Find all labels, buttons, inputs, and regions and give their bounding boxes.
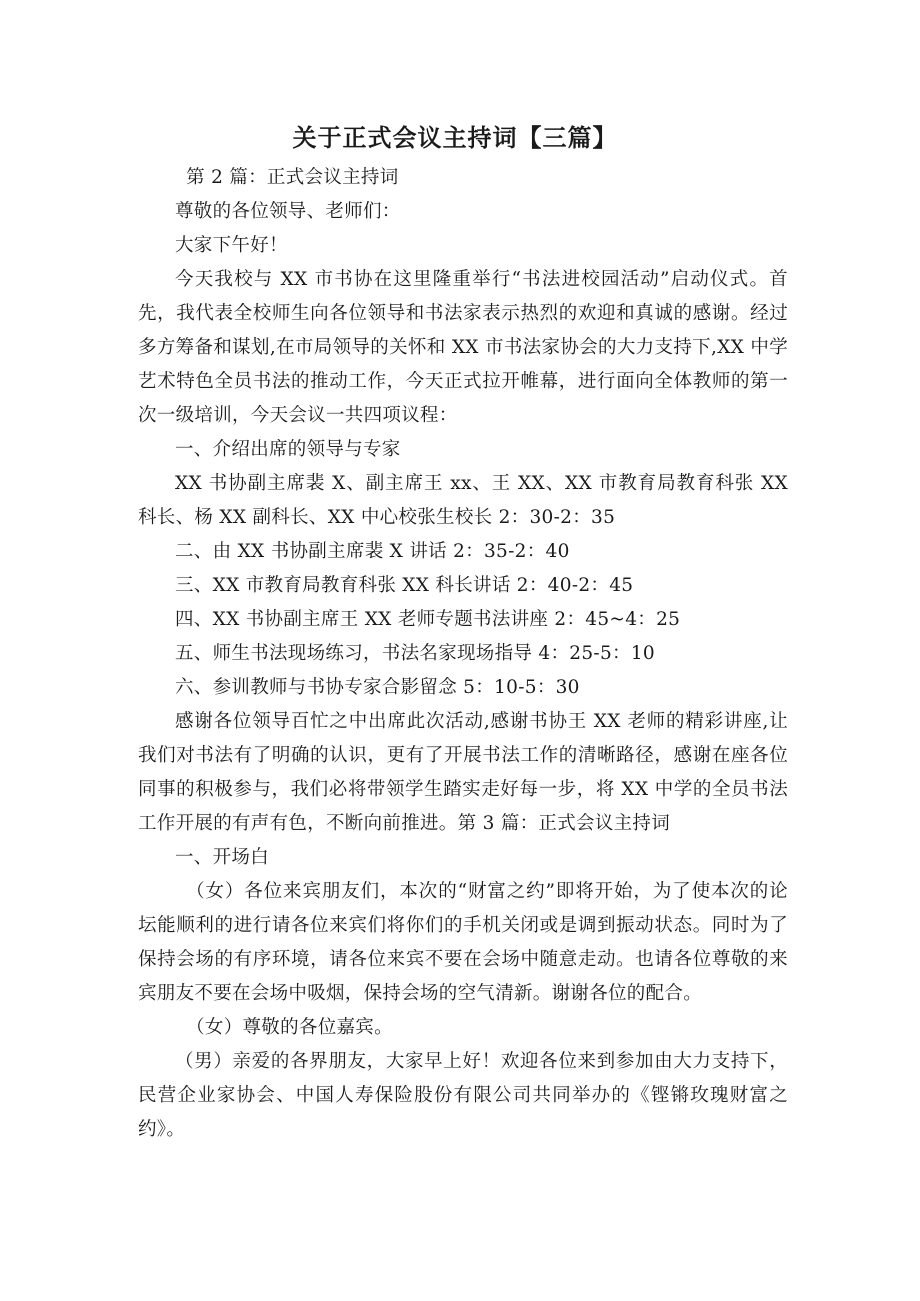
agenda-item: 二、由 XX 书协副主席裴 X 讲话 2：35-2：40 [175, 541, 570, 562]
body-paragraph: 今天我校与 XX 市书协在这里隆重举行“书法进校园活动”启动仪式。首先，我代表全校师生向各位领导和书法家表示热烈的欢迎和真诚的感谢。经过多方筹备和谋划,在市局领导的关怀和 XX 市书法家协会的大力支持下,XX 中学艺术特色全员书法的推动工作，今天正式拉开帷幕，进行面向全体教师的第一次一级培训，今天会议一共四项议程： [138, 269, 788, 426]
greeting: 大家下午好！ [175, 235, 288, 256]
body-paragraph: （男）亲爱的各界朋友，大家早上好！欢迎各位来到参加由大力支持下，民营企业家协会、中国人寿保险股份有限公司共同举办的《铿锵玫瑰财富之约》。 [138, 1051, 788, 1140]
body-paragraph: 感谢各位领导百忙之中出席此次活动,感谢书协王 XX 老师的精彩讲座,让我们对书法有了明确的认识，更有了开展书法工作的清晰路径，感谢在座各位同事的积极参与，我们必将带领学生踏实走好每一步，将 XX 中学的全员书法工作开展的有声有色，不断向前推进。第 3 篇：正式会议主持词 [138, 711, 788, 834]
body-paragraph: （女）各位来宾朋友们，本次的“财富之约”即将开始，为了使本次的论坛能顺利的进行请各位来宾们将你们的手机关闭或是调到振动状态。同时为了保持会场的有序环境，请各位来宾不要在会场中随意走动。也请各位尊敬的来宾朋友不要在会场中吸烟，保持会场的空气清新。谢谢各位的配合。 [138, 881, 788, 1004]
body-paragraph: （女）尊敬的各位嘉宾。 [186, 1017, 393, 1038]
section-heading: 第 2 篇：正式会议主持词 [186, 167, 399, 188]
agenda-item: 六、参训教师与书协专家合影留念 5：10-5：30 [175, 677, 580, 698]
section-heading: 一、开场白 [175, 847, 270, 868]
salutation: 尊敬的各位领导、老师们： [175, 201, 401, 222]
agenda-item: 四、XX 书协副主席王 XX 老师专题书法讲座 2：45~4：25 [175, 609, 681, 630]
agenda-item: 五、师生书法现场练习，书法名家现场指导 4：25-5：10 [175, 643, 655, 664]
agenda-item: 一、介绍出席的领导与专家 [175, 439, 401, 460]
document-body [138, 161, 788, 1147]
document-title: 关于正式会议主持词【三篇】 [292, 124, 618, 152]
agenda-item: 三、XX 市教育局教育科张 XX 科长讲话 2：40-2：45 [175, 575, 634, 596]
agenda-detail: XX 书协副主席裴 X、副主席王 xx、王 XX、XX 市教育局教育科张 XX 科长、杨 XX 副科长、XX 中心校张生校长 2：30-2：35 [138, 473, 788, 528]
